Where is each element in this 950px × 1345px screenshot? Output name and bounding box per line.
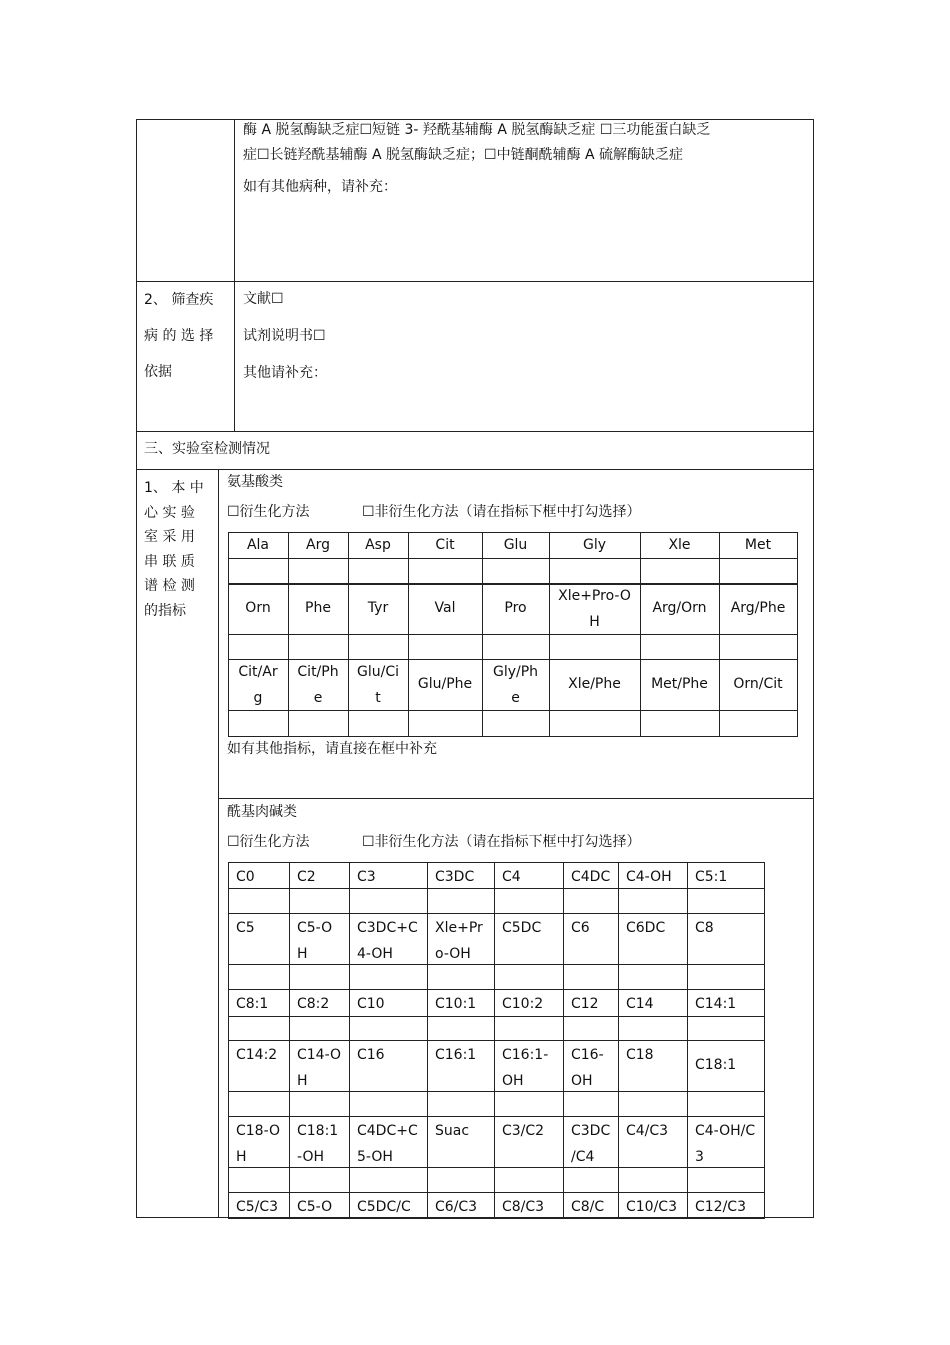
amino-check-box[interactable] [228,558,288,584]
row-divider [136,469,814,470]
amino-nonderivatized-checkbox[interactable]: ☐非衍生化方法（请在指标下框中打勾选择） [362,504,641,520]
acyl-nonderivatized-checkbox[interactable]: ☐非衍生化方法（请在指标下框中打勾选择） [362,834,641,850]
acyl-metric-cell: C3/C2 [502,1123,545,1139]
grid-line [289,862,290,1218]
amino-check-box[interactable] [408,634,482,659]
amino-check-box[interactable] [288,634,348,659]
grid-line [408,532,409,736]
amino-check-box[interactable] [288,710,348,736]
grid-line [427,862,428,1218]
acyl-check-box[interactable] [228,1091,289,1116]
acyl-metric-cell: C10:1 [435,996,477,1012]
acyl-metric-cell: C4DC+C 5-OH [357,1123,418,1165]
acyl-metric-cell: C3DC [435,869,475,885]
grid-line [494,862,495,1218]
acyl-metric-cell: Xle+Pr o-OH [435,920,483,962]
acylcarnitine-title: 酰基肉碱类 [227,804,297,820]
grid-line [228,736,798,737]
frame-top-line [136,119,814,120]
acyl-metric-cell: C4-OH [626,869,672,885]
grid-line [228,710,798,711]
acyl-metric-cell: C10/C3 [626,1199,677,1215]
acyl-check-box[interactable] [494,888,563,913]
acyl-metric-cell: C4-OH/C 3 [695,1123,756,1165]
amino-metric-cell: Glu/Ci t [357,663,399,706]
acyl-check-box[interactable] [289,1167,349,1192]
acyl-check-box[interactable] [427,1167,494,1192]
amino-metric-cell: Met/Phe [651,676,708,692]
acyl-check-box[interactable] [427,1091,494,1116]
grid-line [482,532,483,736]
amino-metric-cell: Orn/Cit [733,676,783,692]
acyl-check-box[interactable] [618,1016,687,1040]
amino-metric-cell: Phe [305,600,331,616]
grid-line [288,532,289,736]
grid-line [719,532,720,736]
acyl-check-box[interactable] [687,888,764,913]
amino-check-box[interactable] [719,710,797,736]
grid-line [228,1218,765,1219]
acyl-check-box[interactable] [563,888,618,913]
amino-metric-cell: Val [434,600,456,616]
acyl-check-box[interactable] [289,1091,349,1116]
grid-line [228,634,798,635]
disease-list-line-1: 酶 A 脱氢酶缺乏症☐短链 3- 羟酰基辅酶 A 脱氢酶缺乏症 ☐三功能蛋白缺乏 [243,122,711,138]
grid-line [764,862,765,1218]
grid-line [687,862,688,1218]
amino-check-box[interactable] [228,634,288,659]
grid-line [228,1116,765,1117]
acyl-metric-cell: C12 [571,996,599,1012]
section2-label-line2: 病 的 选 择 [144,328,214,344]
acyl-check-box[interactable] [687,1091,764,1116]
grid-line [228,862,229,1218]
amino-metric-cell: Arg/Orn [652,600,707,616]
amino-check-box[interactable] [482,710,549,736]
amino-check-box[interactable] [408,558,482,584]
amino-check-box[interactable] [549,558,640,584]
acyl-check-box[interactable] [289,964,349,989]
acyl-metric-cell: C3DC+C 4-OH [357,920,418,962]
acyl-metric-cell: C14:2 [236,1047,278,1063]
acyl-metric-cell: C14-O H [297,1047,342,1089]
acyl-check-box[interactable] [349,1091,427,1116]
acyl-check-box[interactable] [618,888,687,913]
acyl-check-box[interactable] [228,888,289,913]
acyl-metric-cell: C6/C3 [435,1199,478,1215]
amino-check-box[interactable] [228,710,288,736]
grid-line [228,1016,765,1017]
acyl-metric-cell: C5-O [297,1199,333,1215]
grid-line [228,1040,765,1041]
grid-line [228,862,765,863]
disease-supplement-prompt: 如有其他病种，请补充： [243,179,397,195]
grid-line [228,532,229,736]
amino-metric-cell: Glu/Phe [417,676,473,692]
amino-check-box[interactable] [719,558,797,584]
column-divider [234,119,235,432]
grid-line [349,862,350,1218]
amino-metric-cell: Arg/Phe [730,600,786,616]
acyl-check-box[interactable] [427,964,494,989]
acyl-derivatized-checkbox[interactable]: ☐衍生化方法 [227,834,310,850]
amino-metric-cell: Gly/Ph e [492,663,539,706]
amino-metric-cell: Cit/Ph e [297,663,339,706]
acyl-check-box[interactable] [687,964,764,989]
acyl-metric-cell: C18:1 [695,1057,737,1073]
frame-left-line [136,119,137,1218]
section2-label-line3: 依据 [144,364,172,380]
acyl-metric-cell: C16:1- OH [502,1047,549,1089]
item1-label-line: 室 采 用 [144,529,195,545]
row-divider [136,281,814,282]
amino-metric-cell: Arg [306,537,330,553]
acyl-check-box[interactable] [228,1016,289,1040]
acyl-metric-cell: C5DC [502,920,542,936]
acyl-check-box[interactable] [349,1016,427,1040]
item1-label [144,476,204,623]
amino-check-box[interactable] [640,634,719,659]
grid-line [640,532,641,736]
acyl-metric-cell: C16- OH [571,1047,604,1089]
amino-metric-cell: Xle/Phe [568,676,621,692]
acyl-metric-cell: C4/C3 [626,1123,669,1139]
amino-check-box[interactable] [348,634,408,659]
amino-metric-cell: Tyr [367,600,389,616]
acyl-check-box[interactable] [228,964,289,989]
grid-line [228,532,798,533]
section2-label-line1: 2、 筛查疾 [144,292,214,308]
acyl-metric-cell: C12/C3 [695,1199,746,1215]
grid-line [228,1167,765,1168]
acyl-metric-cell: C8 [695,920,714,936]
amino-check-box[interactable] [408,710,482,736]
acyl-metric-cell: C14:1 [695,996,737,1012]
basis-literature-checkbox[interactable]: 文献☐ [243,291,284,307]
item1-label-line: 谱 检 测 [144,578,195,594]
acyl-metric-cell: C18-O H [236,1123,281,1165]
column-divider [218,469,219,1218]
amino-check-box[interactable] [719,634,797,659]
grid-line [228,558,798,559]
acyl-check-box[interactable] [494,1016,563,1040]
acyl-metric-cell: C8:1 [236,996,269,1012]
amino-metric-cell: Asp [365,537,391,553]
acyl-check-box[interactable] [494,964,563,989]
acyl-check-box[interactable] [349,888,427,913]
acyl-check-box[interactable] [687,1167,764,1192]
grid-line [228,913,765,914]
grid-line [348,532,349,736]
amino-check-box[interactable] [288,558,348,584]
acyl-metric-cell: C8/C3 [502,1199,545,1215]
acyl-metric-cell: C5-O H [297,920,333,962]
acyl-metric-cell: C8:2 [297,996,330,1012]
acyl-check-box[interactable] [494,1091,563,1116]
grid-line [563,862,564,1218]
acyl-metric-cell: C6 [571,920,590,936]
section3-title: 三、实验室检测情况 [144,441,270,457]
amino-metric-cell: Xle [668,537,691,553]
acyl-metric-cell: C0 [236,869,255,885]
amino-metric-cell: Ala [246,537,270,553]
acyl-check-box[interactable] [494,1167,563,1192]
grid-line [228,584,798,585]
grid-line [228,964,765,965]
acyl-metric-cell: C4DC [571,869,611,885]
grid-line [618,862,619,1218]
amino-metric-cell: Gly [582,537,607,553]
acyl-check-box[interactable] [563,964,618,989]
amino-check-box[interactable] [549,710,640,736]
item1-label-line: 1、 本 中 [144,480,204,496]
row-divider [218,798,814,799]
frame-right-line [813,119,814,1218]
item1-label-line: 心 实 验 [144,504,195,521]
acyl-check-box[interactable] [228,1167,289,1192]
acyl-metric-cell: C4 [502,869,521,885]
item1-label-line: 的指标 [144,602,186,619]
amino-metric-cell: Orn [245,600,271,616]
acyl-check-box[interactable] [349,1167,427,1192]
amino-metric-cell: Xle+Pro-O H [558,587,631,630]
acyl-metric-cell: C16:1 [435,1047,477,1063]
acyl-metric-cell: C5:1 [695,869,728,885]
acyl-metric-cell: C16 [357,1047,385,1063]
amino-metric-cell: Glu [503,537,528,553]
amino-check-box[interactable] [482,634,549,659]
item1-label-line: 串 联 质 [144,553,195,570]
amino-check-box[interactable] [640,710,719,736]
acyl-check-box[interactable] [618,964,687,989]
amino-check-box[interactable] [549,634,640,659]
acyl-check-box[interactable] [427,888,494,913]
acyl-metric-cell: C6DC [626,920,666,936]
amino-acids-title: 氨基酸类 [227,474,283,490]
grid-line [228,1091,765,1092]
basis-reagent-manual-checkbox[interactable]: 试剂说明书☐ [243,328,326,344]
acyl-metric-cell: C5DC/C [357,1199,411,1215]
acyl-metric-cell: C5 [236,920,255,936]
grid-line [797,532,798,736]
acyl-check-box[interactable] [563,1091,618,1116]
grid-line [228,1192,765,1193]
basis-other-prompt: 其他请补充： [243,365,327,381]
amino-check-box[interactable] [482,558,549,584]
acyl-check-box[interactable] [349,964,427,989]
acyl-metric-cell: C5/C3 [236,1199,279,1215]
grid-line [228,989,765,990]
amino-metric-cell: Cit/Ar g [238,663,278,706]
acyl-metric-cell: Suac [435,1123,470,1139]
acyl-metric-cell: C10:2 [502,996,544,1012]
acyl-check-box[interactable] [427,1016,494,1040]
amino-check-box[interactable] [348,710,408,736]
acyl-metric-cell: C10 [357,996,385,1012]
acyl-check-box[interactable] [563,1167,618,1192]
row-divider [136,431,814,432]
grid-line [228,888,765,889]
acyl-metric-cell: C3DC /C4 [571,1123,611,1165]
acyl-metric-cell: C8/C [571,1199,605,1215]
disease-list-line-2: 症☐长链羟酰基辅酶 A 脱氢酶缺乏症；☐中链酮酰辅酶 A 硫解酶缺乏症 [243,147,684,163]
acyl-check-box[interactable] [289,888,349,913]
amino-metric-cell: Cit [435,537,455,553]
acyl-metric-cell: C14 [626,996,654,1012]
acyl-check-box[interactable] [618,1091,687,1116]
amino-check-box[interactable] [640,558,719,584]
amino-supplement-note: 如有其他指标，请直接在框中补充 [227,741,437,757]
acyl-check-box[interactable] [687,1016,764,1040]
amino-derivatized-checkbox[interactable]: ☐衍生化方法 [227,504,310,520]
grid-line [228,659,798,660]
acyl-metric-cell: C18:1 -OH [297,1123,339,1165]
amino-check-box[interactable] [348,558,408,584]
amino-metric-cell: Pro [504,600,527,616]
acyl-check-box[interactable] [618,1167,687,1192]
amino-metric-cell: Met [744,537,772,553]
acyl-metric-cell: C3 [357,869,376,885]
acyl-check-box[interactable] [289,1016,349,1040]
grid-line [549,532,550,736]
acyl-metric-cell: C2 [297,869,316,885]
acyl-check-box[interactable] [563,1016,618,1040]
grid-line [228,583,798,584]
acyl-metric-cell: C18 [626,1047,654,1063]
